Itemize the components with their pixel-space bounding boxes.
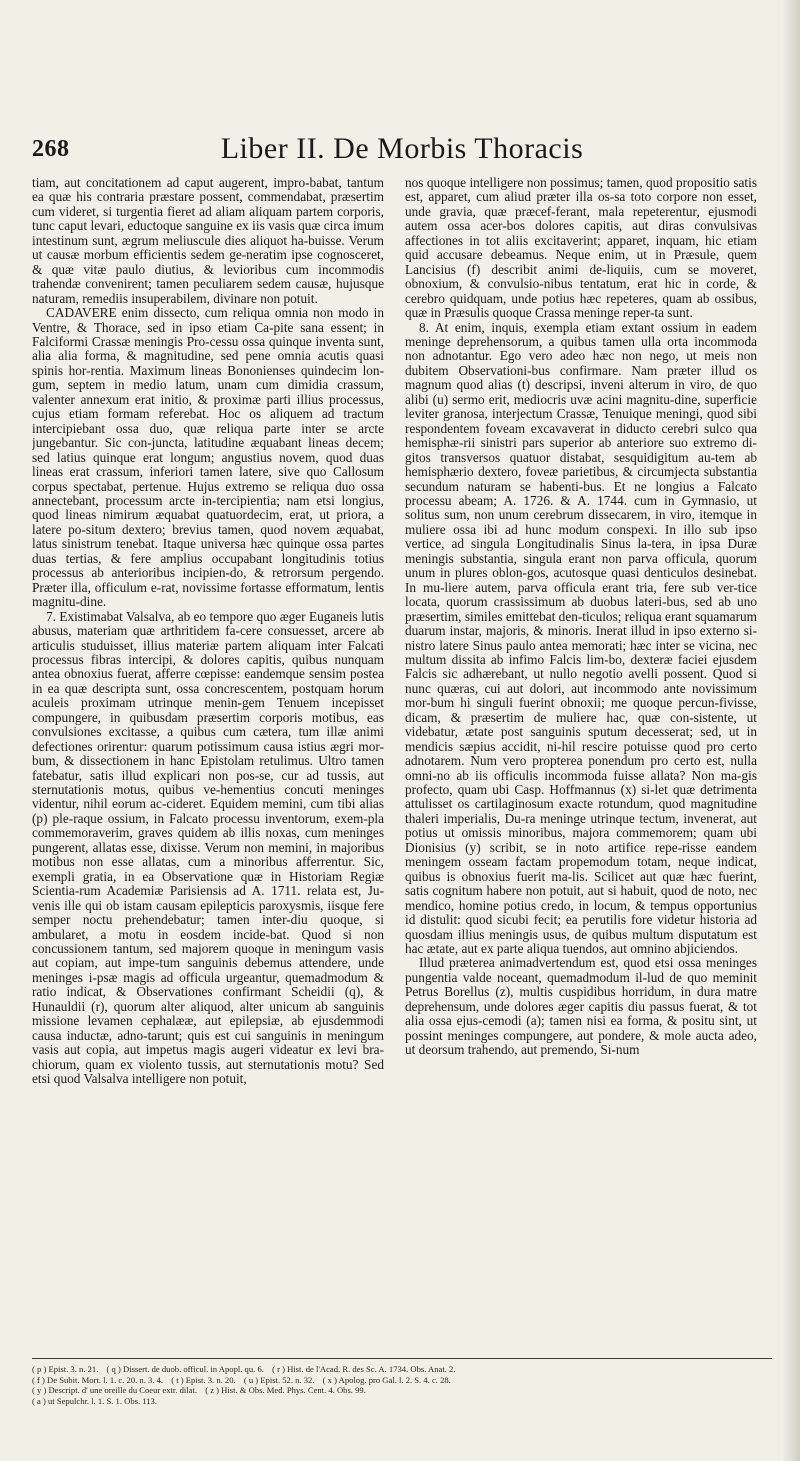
footnote-row <box>32 1396 772 1407</box>
footnote-divider <box>32 1358 772 1359</box>
footnote-row <box>32 1364 772 1375</box>
footnote: ( r ) Hist. de l'Acad. R. des Sc. A. 1734. Obs. Anat. 2. <box>272 1364 456 1374</box>
paragraph: nos quoque intelligere non possimus; tamen, quod propositio satis est, apparet, cum aliud præter illa os-sa toto corpore non esset, unde gravia, quæ præcef-ferant, mala repeterentur, ejusmodi autem ossa acer-bos dolores capitis, aut diras convulsivas affectiones in tot aliis excitaverint; apparet, inquam, hic etiam quid accusare debeamus. Neque enim, ut in Præsule, quem Lancisius (f) describit animi de-liquiis, cum se moveret, obnoxium, & convulsio-nibus tentatum, erat hic in corde, & cerebro quidquam, unde potius hæc repeteres, quam ab ossibus, quæ in Præsulis quoque Crassa meninge reper-ta sunt. <box>405 176 757 321</box>
footnote: ( x ) Apolog. pro Gal. l. 2. S. 4. c. 28. <box>322 1374 451 1385</box>
footnote: ( q ) Dissert. de duob. officul. in Apopl. qu. 6. <box>106 1364 264 1374</box>
footnote: ( z ) Hist. & Obs. Med. Phys. Cent. 4. Obs. 99. <box>205 1385 366 1395</box>
footnote: ( a ) ut Sepulchr. l. 1. S. 1. Obs. 113. <box>32 1395 157 1406</box>
left-text-column <box>32 176 384 1346</box>
running-head: Liber II. De Morbis Thoracis <box>220 132 584 165</box>
page-header <box>32 128 772 172</box>
right-text-column <box>405 176 757 1346</box>
page-number: 268 <box>32 136 70 162</box>
footnote: ( t ) Epist. 3. n. 20. <box>171 1374 236 1385</box>
footnotes <box>32 1364 772 1406</box>
footnote: ( y ) Descript. d' une oreille du Coeur extr. dilat. <box>32 1385 198 1395</box>
footnote: ( p ) Epist. 3. n. 21. <box>32 1364 99 1374</box>
paragraph: Illud præterea animadvertendum est, quod etsi ossa meninges pungentia valde noceant, quemadmodum il-lud de quo meminit Petrus Borellus (z), multis cuspidibus horridum, in dura matre deprehensum, unde dolores æger capitis diu passus fuerat, & tot alia ossa ejus-cemodi (a); tamen nisi ea forma, & positu sint, ut possint meninges compungere, aut pondere, & mole aucta adeo, ut deorsum trahendo, aut premendo, Si-num <box>405 955 757 1058</box>
paragraph: 7. Existimabat Valsalva, ab eo tempore quo æger Euganeis lutis abusus, materiam quæ arthritidem fa-cere consuesset, arcere ab articulis studuisset, illius materiæ partem aliquam inter Falcati processus fibras intercipi, & dolores capitis, quibus nunquam antea obnoxius fuerat, afferre cœpisse: eandemque sensim postea in ea quæ descripta sunt, ossa concrescentem, postquam horum aculeis proximam utrinque menin-gem Tenuem incepisset compungere, in quibusdam præsertim corporis motibus, eas convulsiones excitasse, a quibus cum cætera, tum illæ animi defectiones orirentur: quarum potissimum causa istius ægri mor-bum, & dissectionem in hanc Epistolam retulimus. Ultro tamen fatebatur, satis illud explicari non pos-se, cur ad tussis, aut sternutationis motus, quibus ve-hementius concuti meninges videntur, nihil eorum ac-cideret. Equidem memini, cum tibi alias (p) ple-raque ossium, in Falcato processu inventorum, exem-pla commemoraverim, graves quidem ab illis noxas, cum meninges pungerent, allatas esse, dixisse. Verum non memini, in majoribus motibus non esse allatas, cum a minoribus afferrentur. Sic, exempli gratia, in ea Observatione quæ in Historiam Regiæ Scientia-rum Academiæ Parisiensis ad A. 1711. relata est, Ju-venis ille qui ob istam causam epilepticis paroxysmis, iisque fere semper noctu prehendebatur; tamen inter-diu quoque, si ambularet, a motu in eosdem incide-bat. Quod si non concussionem tantum, sed majorem quoque in meningum vasis aut copiam, aut impe-tum sanguinis debemus attendere, unde meninges i-psæ magis ad officula urgeantur, quemadmodum & ratio indicat, & Observationes confirmant Scheidii (q), & Hunauldii (r), quorum alter aliquod, alter unicum ab sanguinis missione levamen cephalææ, aut epilepsiæ, ab ejusdemmodi causa inductæ, adno-tarunt; quis est cui sanguinis in meningum vasis aut copia, aut impetus magis augeri videatur ex levi bra-chiorum, quam ex violento tussis, aut sternutationis motu? Sed etsi quod Valsalva intelligere non potuit, <box>32 608 384 1087</box>
paragraph: tiam, aut concitationem ad caput augerent, impro-babat, tantum ea quæ his contraria præstare possent, commendabat, præsertim cum videret, si turgentia fieret ad aliam aliquam partem corporis, tunc caput levari, eductoque sanguine ex iis vasis quæ circa imum intestinum sunt, ægrum meliuscule dies aliquot ha-buisse. Verum ut causæ morbum efficientis sedem ge-neratim ipse cognosceret, & quæ vitæ paulo diutius, & levioribus cum incommodis trahendæ convenirent; tamen peculiarem sedem causæ, hujusque naturam, remediis insuperabilem, divinare non potuit. <box>32 176 384 306</box>
footnote: ( u ) Epist. 52. n. 32. <box>243 1374 315 1385</box>
paragraph: 8. At enim, inquis, exempla etiam extant ossium in eadem meninge deprehensorum, a quibus tamen ulla orta incommoda non adnotantur. Ego vero adeo hæc non nego, ut meis non dubitem Observationi-bus confirmare. Nam præter illud os magnum quod alias (t) descripsi, inveni alterum in viro, de quo alibi (u) sermo erit, mediocris uvæ acini magnitu-dine, superficie leviter granosa, interjectum Crassæ, Tenuique meningi, quod sibi respondentem foveam excavaverat in diducto cerebri sulco qua hemisphæ-rii sinistri pars superior ab anteriore suo extremo di-gitos transversos quatuor distabat, sesquidigitum au-tem ab hemisphærio dextero, foveæ parietibus, & circumjecta substantia secundum naturam se habenti-bus. Et ne longius a Falcato processu abeam; A. 1726. & A. 1744. cum in Gymnasio, ut solitus sum, non unum cerebrum dissecarem, in viro, itemque in muliere ossa ibi ad hunc modum conspexi. In illo sub ipso vertice, ad singula Longitudinalis Sinus la-tera, in ipsa Duræ meningis substantia, singula erant non parva officula, quorum unum in plures oblon-gos, acutosque quasi denticulos desinebat. In mu-liere autem, parva officula erant tria, fere sub ver-tice locata, quorum crassissimum ab duobus lateri-bus, sed ab uno præsertim, similes emittebat den-ticulos; reliqua erant squamarum duarum instar, majoris, & minoris. Inerat illud in ipso externo si-nistro latere Sinus paulo antea memorati; hæc inter se vicina, nec multum dissita ab infimo Falcis lim-bo, dexteræ faciei ejusdem Falcis sic adhærebant, ut nullo negotio avelli possent. Quod si nunc quæras, cui aut dolori, aut incommodo ante novissimum mor-bum hi singuli fuerint obnoxii; me quoque percun-fivisse, dicam, & præsertim de muliere hac, quæ con-sistente, ut videbatur, ætate post sanguinis sputum decesserat; sed, ut in mendicis sæpius accidit, ni-hil rescire potuisse quod pro certo adnotarem. Num vero propterea ponendum pro certo est, nulla omni-no ab iis officulis incommoda fuisse allata? Non ma-gis profecto, quam ubi Casp. Hoffmannus (x) si-let quæ detrimenta attulisset os cartilaginosum exacte rotundum, quod magnitudine thaleri imperialis, Du-ra meninge utrinque tectum, invenerat, aut potius ut omissis minoribus, majora commemorem; quam ubi Dionisius (y) scribit, se in noto artifice repe-risse eandem meningem osseam factam propemodum totam, neque indicat, quibus is obnoxius fuerit ma-lis. Scilicet aut quæ hæc fuerint, satis cognitum habere non potuit, aut si habuit, quod de noto, nec mendico, homine potius credo, in locum, & tempus opportunius id distulit: quod sicubi fecit; ea perutilis fore videtur historia ad quosdam illius meningis usus, de quibus multum disputatum est hac ætate, aut ex parte aliqua tuendos, aut omnino abjiciendos. <box>405 319 757 957</box>
footnote: ( f ) De Subit. Mort. l. 1. c. 20. n. 3. 4. <box>32 1374 164 1385</box>
footnote-row <box>32 1375 772 1386</box>
page-edge-shadow <box>782 0 800 1461</box>
footnote-row <box>32 1385 772 1396</box>
paragraph: CADAVERE enim dissecto, cum reliqua omnia non modo in Ventre, & Thorace, sed in ipso etiam Ca-pite sana essent; in Falciformi Crassæ meningis Pro-cessu ossa quinque inventa sunt, alia alia forma, & magnitudine, sed pene omnia acutis quasi spinis hor-rentia. Maximum lineas Bononienses quindecim lon-gum, septem in medio latum, unam cum dimidia crassum, valenter annexum erat initio, & proximæ parti illius processus, cujus etiam formam referebat. Hoc os aliquem ad tractum intercipiebant ossa duo, quæ reliqua parte inter se arcte jungebantur. Sic con-juncta, latitudine æquabant lineas decem; sed latius quinque erat longum; angustius novem, quod duas lineas erat crassum, inferiori tamen latere, sive quo Callosum corpus spectabat, pertenue. Hujus extremo se reliqua duo ossa annectebant, processum arcte in-tercipientia; nam etsi longius, quod lineas nimirum æquabat quatuordecim, erat, ut priora, a latere po-situm dextero; brevius tamen, quod novem æquabat, latus sinistrum tenebat. Itaque universa hæc quinque ossa partes duas tertias, & fere amplius occupabant longitudinis totius processus ab anterioribus incipien-do, & retrorsum pergendo. Præter illa, officulum e-rat, novissime fortasse efformatum, lentis magnitu-dine. <box>32 305 384 610</box>
